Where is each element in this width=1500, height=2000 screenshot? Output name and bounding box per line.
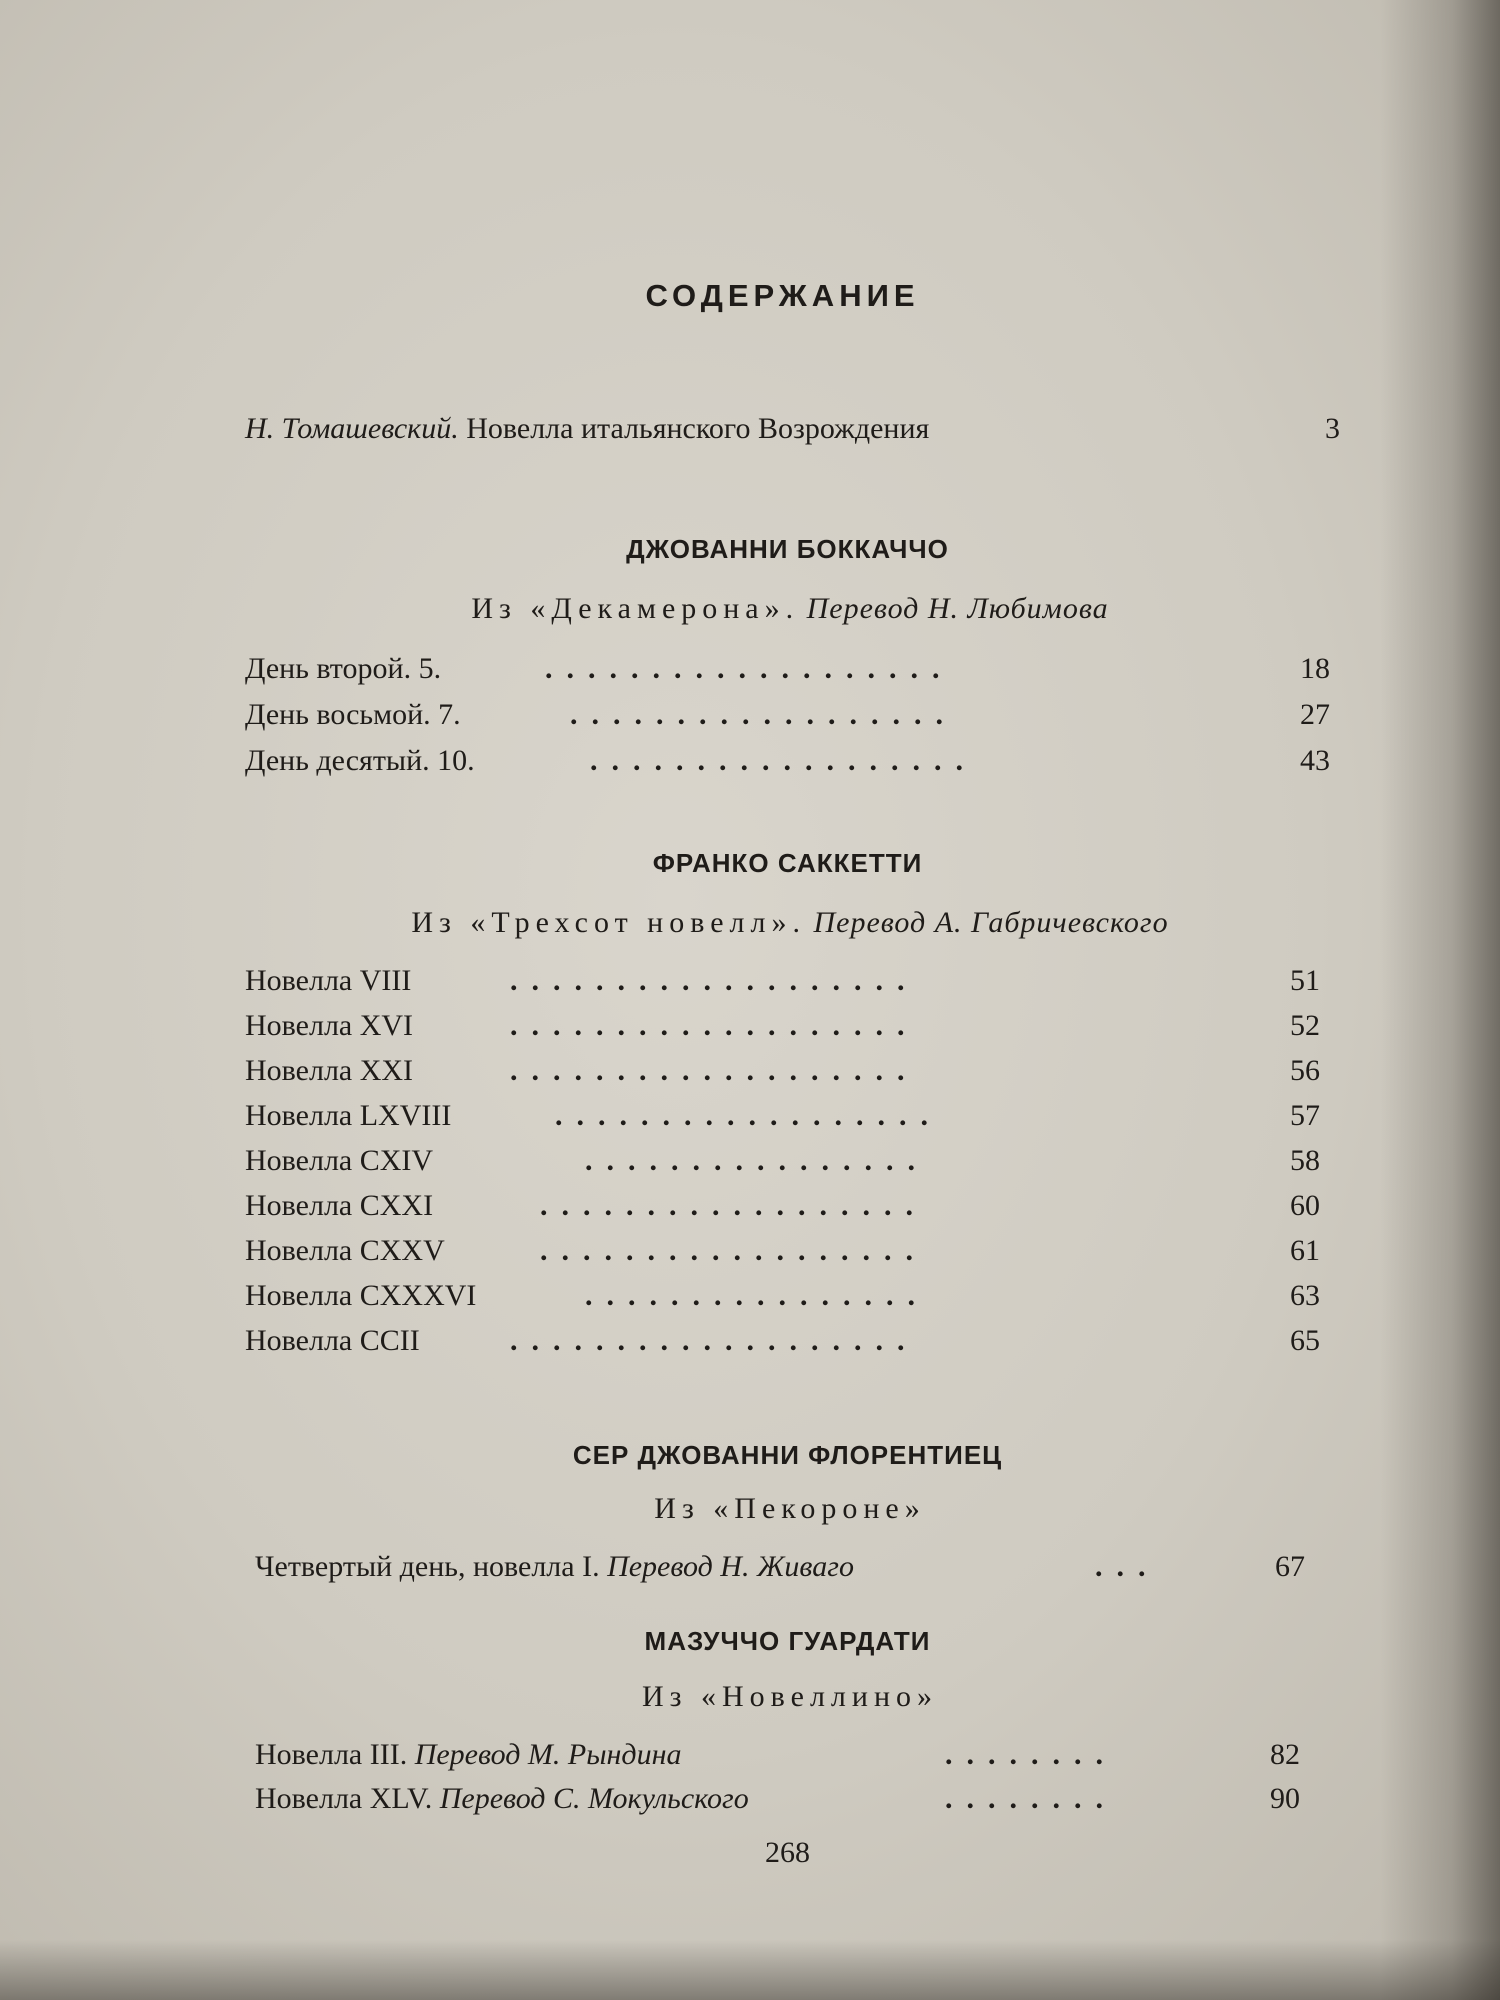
source-title: Из «Декамерона». — [471, 592, 800, 625]
toc-entry-label: Новелла III. — [255, 1738, 408, 1771]
dot-leader: ................ — [585, 1279, 929, 1312]
toc-entry-translator: Перевод М. Рындина — [414, 1738, 682, 1771]
toc-entry[interactable] — [255, 1550, 1305, 1586]
dot-leader: ........ — [945, 1738, 1117, 1771]
dot-leader: .................. — [540, 1189, 927, 1222]
toc-entry[interactable] — [245, 1234, 1320, 1270]
source-translator: Перевод А. Габричевского — [813, 906, 1169, 939]
toc-entry[interactable] — [245, 744, 1330, 780]
toc-entry-page: 18 — [1300, 652, 1330, 685]
dot-leader: .................. — [540, 1234, 927, 1267]
source-translator: Перевод Н. Любимова — [806, 592, 1109, 625]
toc-entry-page: 60 — [1290, 1189, 1320, 1222]
dot-leader: .................. — [570, 698, 957, 731]
dot-leader: ................... — [510, 1324, 919, 1357]
toc-entry-page: 58 — [1290, 1144, 1320, 1177]
dot-leader: ................... — [510, 1054, 919, 1087]
page-edge-shadow — [1380, 0, 1500, 2000]
toc-entry[interactable] — [245, 1189, 1320, 1225]
toc-entry-label: День десятый. 10. — [245, 744, 475, 777]
source-title: Из «Трехсот новелл». — [411, 906, 806, 939]
page-number: 268 — [765, 1836, 810, 1869]
toc-entry-page: 90 — [1270, 1782, 1300, 1815]
intro-entry[interactable] — [245, 412, 1340, 446]
toc-entry-page: 65 — [1290, 1324, 1320, 1357]
toc-entry[interactable] — [245, 698, 1330, 734]
toc-entry[interactable] — [245, 1144, 1320, 1180]
toc-entry-label-group — [255, 1782, 749, 1816]
toc-entry-label: Новелла VIII — [245, 964, 412, 997]
section-source-boccaccio — [0, 592, 1500, 626]
toc-entry-label: Новелла CXXV — [245, 1234, 445, 1267]
toc-entry[interactable] — [245, 1099, 1320, 1135]
source-title: Из «Новеллино» — [641, 1680, 939, 1713]
toc-entry[interactable] — [245, 964, 1320, 1000]
dot-leader: ................ — [585, 1144, 929, 1177]
toc-entry-page: 43 — [1300, 744, 1330, 777]
toc-entry-label: Новелла XXI — [245, 1054, 414, 1087]
toc-entry-label: День восьмой. 7. — [245, 698, 461, 731]
toc-entry-page: 51 — [1290, 964, 1320, 997]
toc-entry[interactable] — [245, 1054, 1320, 1090]
toc-entry-page: 67 — [1275, 1550, 1305, 1583]
toc-entry-page: 27 — [1300, 698, 1330, 731]
intro-author: Н. Томашевский. — [245, 412, 459, 445]
section-source-sacchetti — [0, 906, 1500, 940]
toc-entry-page: 52 — [1290, 1009, 1320, 1042]
toc-entry-page: 63 — [1290, 1279, 1320, 1312]
section-author-boccaccio: ДЖОВАННИ БОККАЧЧО — [626, 534, 949, 564]
toc-entry-label: Новелла LXVIII — [245, 1099, 452, 1132]
section-author-ser-giovanni: СЕР ДЖОВАННИ ФЛОРЕНТИЕЦ — [572, 1440, 1003, 1470]
toc-entry-label: Новелла CCII — [245, 1324, 420, 1357]
page-bottom-shadow — [0, 1940, 1500, 2000]
toc-entry[interactable] — [245, 652, 1330, 688]
section-author-sacchetti: ФРАНКО САККЕТТИ — [652, 848, 923, 878]
toc-entry-page: 82 — [1270, 1738, 1300, 1771]
section-source-ser-giovanni — [0, 1492, 1500, 1526]
toc-entry-label: Новелла CXXI — [245, 1189, 434, 1222]
section-author-masuccio: МАЗУЧЧО ГУАРДАТИ — [644, 1626, 931, 1656]
toc-entry[interactable] — [245, 1279, 1320, 1315]
toc-entry[interactable] — [245, 1009, 1320, 1045]
toc-entry-label: Новелла CXIV — [245, 1144, 434, 1177]
dot-leader: ................... — [545, 652, 954, 685]
intro-title: Новелла итальянского Возрождения — [466, 412, 930, 445]
toc-entry[interactable] — [255, 1738, 1300, 1774]
toc-entry-label-group — [255, 1550, 854, 1584]
dot-leader: ................... — [510, 964, 919, 997]
toc-entry-label: Новелла XLV. — [255, 1782, 433, 1815]
toc-entry-label: Новелла CXXXVI — [245, 1279, 477, 1312]
dot-leader: ... — [1095, 1550, 1160, 1583]
toc-entry[interactable] — [245, 1324, 1320, 1360]
source-title: Из «Пекороне» — [654, 1492, 926, 1525]
toc-entry-label: День второй. 5. — [245, 652, 442, 685]
toc-entry-label-group — [255, 1738, 681, 1772]
dot-leader: .................. — [590, 744, 977, 777]
dot-leader: .................. — [555, 1099, 942, 1132]
page-title: СОДЕРЖАНИЕ — [645, 278, 920, 313]
dot-leader: ................... — [510, 1009, 919, 1042]
toc-entry-page: 61 — [1290, 1234, 1320, 1267]
toc-entry-page: 56 — [1290, 1054, 1320, 1087]
toc-entry-translator: Перевод С. Мокульского — [439, 1782, 749, 1815]
toc-entry-translator: Перевод Н. Живаго — [607, 1550, 854, 1583]
section-source-masuccio — [0, 1680, 1500, 1714]
toc-entry-label: Новелла XVI — [245, 1009, 414, 1042]
intro-page-number: 3 — [1325, 412, 1340, 445]
toc-entry[interactable] — [255, 1782, 1300, 1818]
dot-leader: ........ — [945, 1782, 1117, 1815]
toc-entry-label: Четвертый день, новелла I. — [255, 1550, 600, 1583]
toc-entry-page: 57 — [1290, 1099, 1320, 1132]
